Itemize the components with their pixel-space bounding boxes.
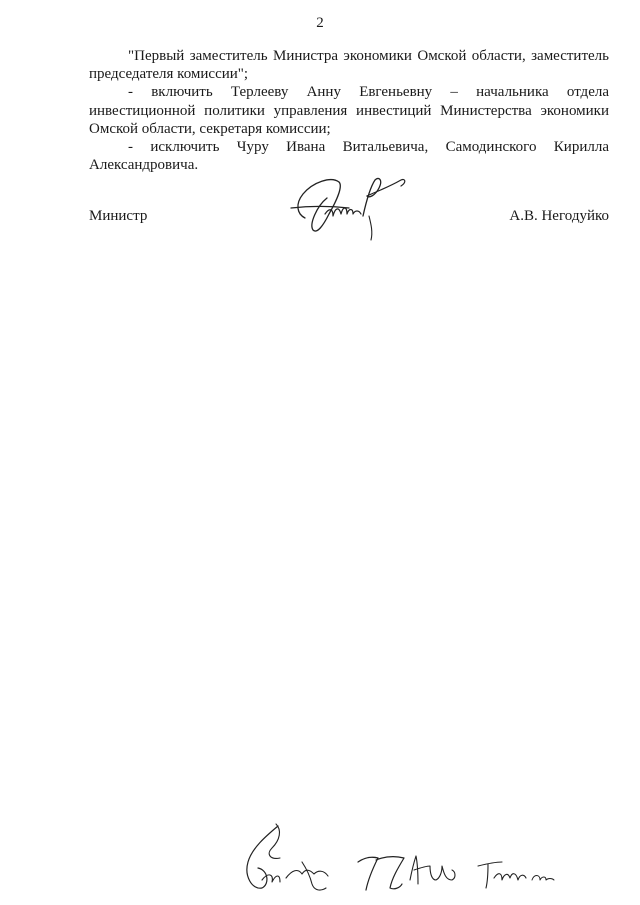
position-title: Министр	[89, 208, 148, 224]
signatory-name: А.В. Негодуйко	[509, 208, 609, 224]
page-number: 2	[316, 15, 324, 31]
document-body	[89, 47, 609, 174]
paragraph-deputy-title: "Первый заместитель Министра экономики Омской области, заместитель председателя комиссии";	[89, 48, 609, 83]
paragraph-exclude-members: - исключить Чуру Ивана Витальевича, Самодинского Кирилла Александровича.	[89, 139, 609, 174]
minister-signature-icon	[283, 168, 413, 246]
approval-signatures-icon	[240, 818, 560, 900]
paragraph-include-member: - включить Терлееву Анну Евгеньевну – начальника отдела инвестиционной политики управления инвестиций Министерства экономики Омской области, секретаря комиссии;	[89, 84, 609, 137]
